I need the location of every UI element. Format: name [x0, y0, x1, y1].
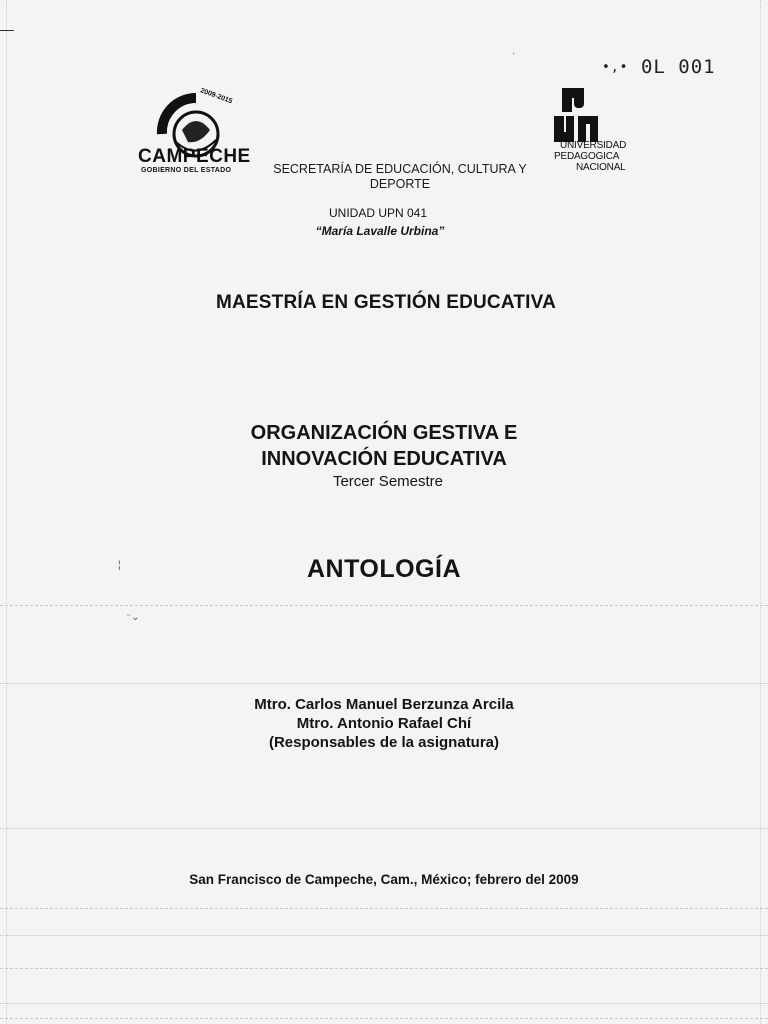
scan-edge: [6, 0, 7, 1024]
scan-line: [0, 968, 768, 969]
secretaria-line-2: DEPORTE: [369, 177, 431, 191]
document-type: ANTOLOGÍA: [306, 555, 462, 583]
campeche-subtitle: GOBIERNO DEL ESTADO: [141, 167, 232, 174]
stamp-dots: •,•: [602, 60, 629, 75]
scan-speck: ·: [512, 48, 516, 59]
upn-line-1: UNIVERSIDAD: [560, 140, 627, 151]
course-title-line-1: ORGANIZACIÓN GESTIVA E: [250, 422, 518, 444]
unidad-label: UNIDAD UPN 041: [328, 206, 428, 220]
authors-role: (Responsables de la asignatura): [268, 734, 500, 751]
place-date: San Francisco de Campeche, Cam., México; febrero del 2009: [189, 872, 579, 887]
stamp-code: 0L 001: [640, 56, 716, 78]
upn-line-3: NACIONAL: [576, 162, 626, 173]
scan-speck: ¦: [118, 560, 121, 571]
author-2: Mtro. Antonio Rafael Chí: [296, 715, 472, 732]
secretaria-line-1: SECRETARÍA DE EDUCACIÓN, CULTURA Y: [273, 162, 527, 176]
upn-logo: [552, 86, 602, 148]
scan-line: [0, 605, 768, 606]
course-title-line-2: INNOVACIÓN EDUCATIVA: [261, 448, 507, 470]
scan-speck: ⁻⌄: [126, 612, 140, 623]
course-title: [0, 420, 768, 472]
upn-wordmark: [554, 140, 626, 173]
scan-line: [0, 683, 768, 684]
scan-line: [0, 828, 768, 829]
scan-edge: [760, 0, 761, 1024]
scan-line: [0, 935, 768, 936]
campeche-name: CAMPECHE: [138, 146, 251, 167]
campeche-years: 2009-2015: [199, 87, 234, 106]
scan-line: [0, 1018, 768, 1019]
document-stamp: [602, 56, 716, 78]
scan-line: [0, 908, 768, 909]
author-1: Mtro. Carlos Manuel Berzunza Arcila: [254, 696, 514, 713]
scan-line: [0, 1003, 768, 1004]
upn-line-2: PEDAGOGICA: [554, 151, 620, 162]
authors-block: [0, 695, 768, 752]
semester-label: Tercer Semestre: [332, 473, 444, 490]
unidad-name: “María Lavalle Urbina”: [315, 224, 445, 238]
scan-mark: [0, 30, 14, 31]
program-title: MAESTRÍA EN GESTIÓN EDUCATIVA: [215, 292, 557, 313]
secretaria-heading: [250, 162, 550, 192]
